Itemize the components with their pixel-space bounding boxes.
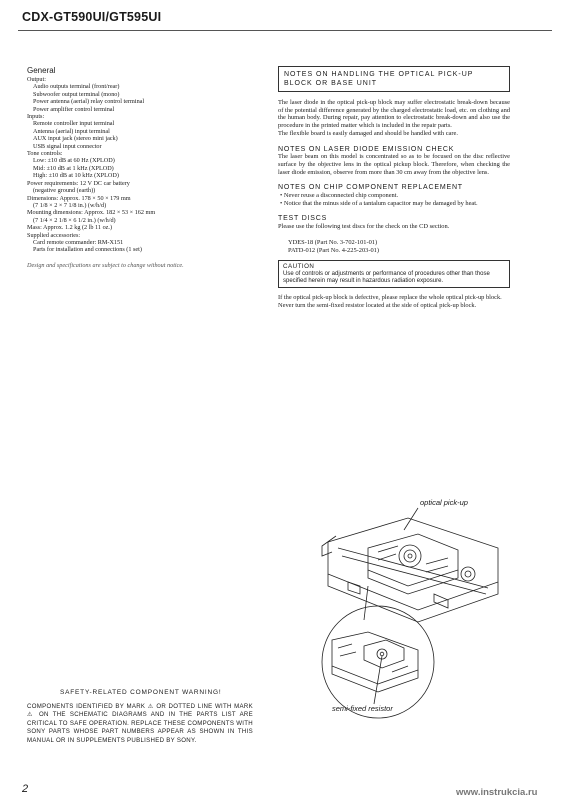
- spec-line: USB signal input connector: [33, 142, 102, 150]
- test-disc-1: YDES-18 (Part No. 3-702-101-01): [288, 238, 378, 246]
- caution-box: [278, 260, 510, 288]
- spec-line: High: ±10 dB at 10 kHz (XPLOD): [33, 172, 119, 180]
- pickup-drawing: [308, 490, 518, 722]
- warning-body: COMPONENTS IDENTIFIED BY MARK ⚠ OR DOTTED LINE WITH MARK ⚠ ON THE SCHEMATIC DIAGRAMS AND IN THE PARTS LIST ARE CRITICAL TO SAFE OPERATION. REPLACE THESE COMPONENTS WITH SONY PARTS WHOSE PART NUMBERS APPEAR AS SHOWN IN THIS MANUAL OR IN SUPPLEMENTS PUBLISHED BY SONY.: [27, 703, 253, 744]
- testdiscs-heading: TEST DISCS: [278, 215, 328, 223]
- spec-line: Parts for installation and connections (1 set): [33, 246, 142, 254]
- spec-line: Card remote commander: RM-X151: [33, 238, 124, 246]
- spec-line: Inputs:: [27, 113, 45, 121]
- spec-line: Remote controller input terminal: [33, 120, 115, 128]
- spec-line: Power antenna (aerial) relay control terminal: [33, 98, 145, 106]
- spec-line: AUX input jack (stereo mini jack): [33, 135, 118, 143]
- spec-line: Output:: [27, 76, 46, 83]
- testdiscs-paragraph: Please use the following test discs for the check on the CD section.: [278, 223, 450, 231]
- optical-heading: NOTES ON HANDLING THE OPTICAL PICK-UP BLOCK OR BASE UNIT: [278, 66, 510, 92]
- spec-line: Mid: ±10 dB at 1 kHz (XPLOD): [33, 164, 114, 172]
- caution-title: CAUTION: [283, 263, 315, 271]
- spec-note: Design and specifications are subject to change without notice.: [27, 261, 184, 269]
- label-optical-pickup: optical pick-up: [420, 498, 468, 507]
- spec-line: Dimensions: Approx. 178 × 50 × 179 mm: [27, 194, 131, 202]
- caution-text: Use of controls or adjustments or performance of procedures other than those specified herein may result in hazardous radiation exposure.: [283, 270, 490, 284]
- warning-title: SAFETY-RELATED COMPONENT WARNING!: [60, 689, 222, 696]
- spec-line: Tone controls:: [27, 150, 63, 158]
- spec-line: (negative ground (earth)): [33, 187, 96, 195]
- right-column: [278, 66, 510, 310]
- spec-line: Low: ±10 dB at 60 Hz (XPLOD): [33, 157, 115, 165]
- pickup-note-2: Never turn the semi-fixed resistor located at the side of optical pick-up block.: [278, 301, 477, 309]
- laser-paragraph: The laser beam on this model is concentrated so as to be focused on the disc reflective surface by the objective lens in the optical pickup block. Therefore, when checking the laser diode emission, observe from more than 30 cm away from the objective lens.: [278, 153, 510, 176]
- spec-line: Power amplifier control terminal: [33, 105, 115, 113]
- spec-line: Mounting dimensions: Approx. 182 × 53 × 162 mm: [27, 209, 156, 217]
- spec-line: Mass: Approx. 1.2 kg (2 lb 11 oz.): [27, 224, 113, 232]
- optical-paragraph-1: The laser diode in the optical pick-up block may suffer electrostatic break-down because of the potential difference generated by the charged electrostatic load, etc. on clothing and the human body. During repair, pay attention to electrostatic break-down and also use the procedure in the printed matter which is included in the repair parts.: [278, 99, 510, 130]
- spec-line: Supplied accessories:: [27, 231, 81, 239]
- label-semi-fixed-resistor: semi-fixed resistor: [332, 704, 393, 713]
- spec-line: Antenna (aerial) input terminal: [33, 127, 110, 135]
- test-disc-2: PATD-012 (Part No. 4-225-203-01): [288, 246, 379, 254]
- pickup-diagram: [308, 490, 518, 722]
- chip-bullet-1: • Never reuse a disconnected chip component.: [280, 192, 399, 200]
- laser-heading: NOTES ON LASER DIODE EMISSION CHECK: [278, 145, 455, 153]
- watermark: www.instrukcia.ru: [456, 787, 538, 798]
- spec-line: Power requirements: 12 V DC car battery: [27, 179, 130, 187]
- pickup-note-1: If the optical pick-up block is defective, please replace the whole optical pick-up block.: [278, 294, 502, 302]
- spec-lines: [27, 76, 257, 254]
- spec-line: Subwoofer output terminal (mono): [33, 90, 120, 98]
- page-number: 2: [22, 783, 29, 795]
- spec-line: (7 1/8 × 2 × 7 1/8 in.) (w/h/d): [33, 201, 107, 209]
- chip-bullet-2: • Notice that the minus side of a tantalum capacitor may be damaged by heat.: [280, 199, 478, 207]
- general-specs: [27, 66, 257, 269]
- general-heading: General: [27, 66, 56, 75]
- model-title: CDX-GT590UI/GT595UI: [22, 10, 162, 24]
- header-rule: [18, 30, 552, 31]
- spec-line: Audio outputs terminal (front/rear): [33, 83, 120, 91]
- chip-heading: NOTES ON CHIP COMPONENT REPLACEMENT: [278, 184, 463, 192]
- optical-paragraph-2: The flexible board is easily damaged and should be handled with care.: [278, 129, 458, 137]
- spec-line: (7 1/4 × 2 1/8 × 6 1/2 in.) (w/h/d): [33, 216, 116, 224]
